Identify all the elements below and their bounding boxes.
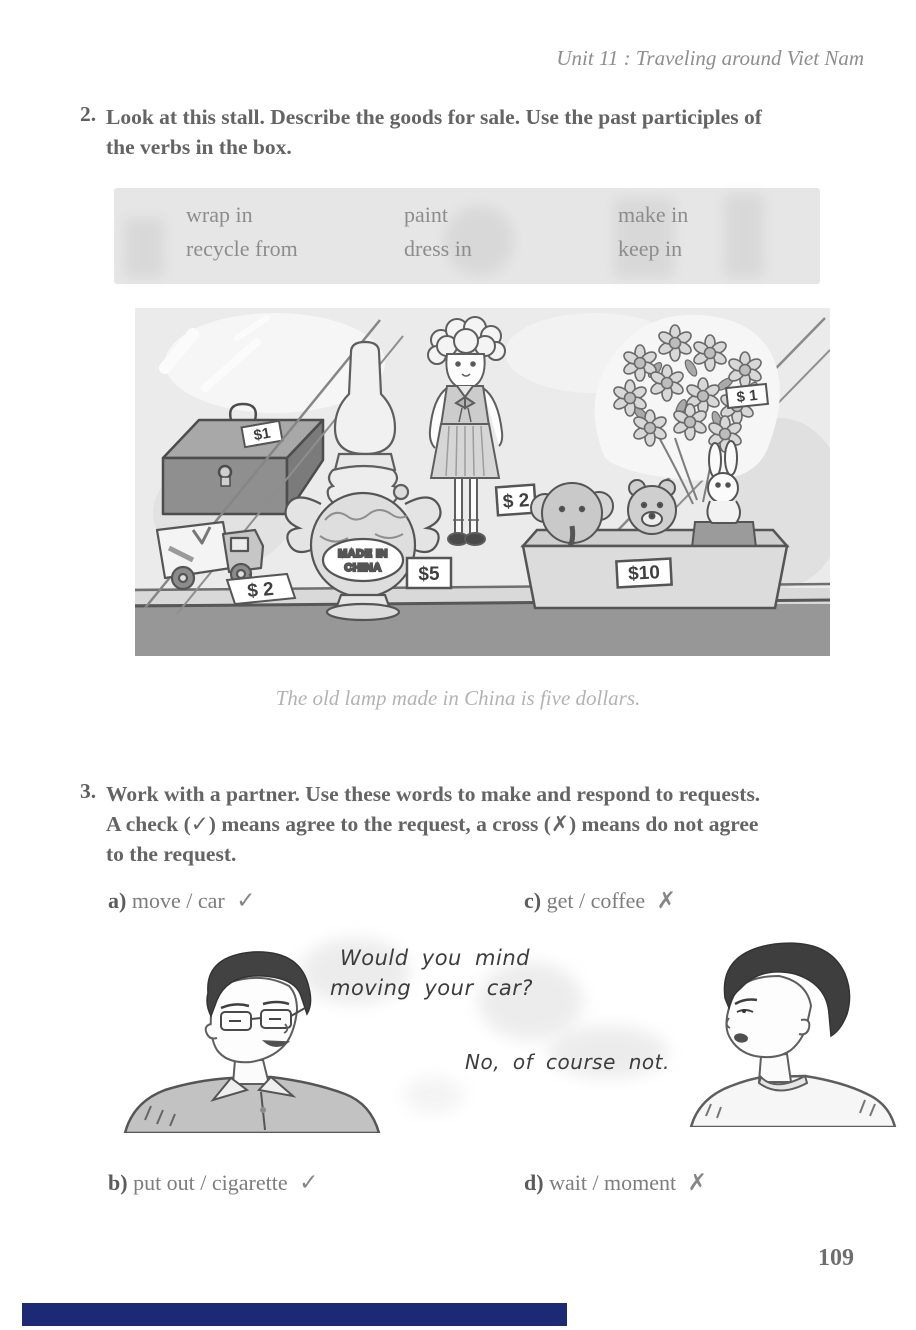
svg-text:$1: $1 xyxy=(252,424,272,445)
unit-header: Unit 11 : Traveling around Viet Nam xyxy=(556,46,864,70)
word-box-col1: wrap in xyxy=(186,202,253,227)
vase-label-line2: CHINA xyxy=(344,562,382,574)
word-box-col2b: dress in xyxy=(404,236,472,261)
exercise3-line2: A check (✓) means agree to the request, a cross (✗) means do not agree xyxy=(106,812,759,836)
price-tag-truck xyxy=(227,574,295,604)
request-speech-line2: moving your car? xyxy=(330,976,533,1000)
ghost-shape xyxy=(724,194,764,278)
ghost-shape xyxy=(124,218,164,278)
check-icon: ✓ xyxy=(236,888,256,914)
request-item-b: b) put out / cigarette ✓ xyxy=(108,1170,319,1196)
word-box-col1b: recycle from xyxy=(186,236,298,261)
word-box-col3b: keep in xyxy=(618,236,683,261)
svg-text:$ 1: $ 1 xyxy=(735,386,759,407)
request-item-a: a) move / car ✓ xyxy=(108,888,256,914)
footer-bar xyxy=(22,1303,567,1326)
stuffed-bear xyxy=(628,480,676,534)
price-tag-toys xyxy=(616,559,671,588)
speech-blob xyxy=(404,1076,464,1114)
example-caption: The old lamp made in China is five dollars. xyxy=(275,686,641,710)
exercise2-line1: Look at this stall. Describe the goods for sale. Use the past participles of xyxy=(106,105,762,129)
word-box-col2: paint xyxy=(404,202,448,227)
vase-label-line1: MADE IN xyxy=(338,548,388,560)
check-icon: ✓ xyxy=(299,1170,319,1196)
cross-icon: ✗ xyxy=(687,1170,707,1196)
request-item-c: c) get / coffee ✗ xyxy=(524,888,676,914)
word-box-col3: make in xyxy=(618,202,689,227)
verb-word-box xyxy=(114,188,820,284)
exercise3-number: 3. xyxy=(80,779,97,803)
price-tag-doll xyxy=(496,485,536,516)
exercise3-line1: Work with a partner. Use these words to make and respond to requests. xyxy=(106,782,761,806)
exercise3-line3: to the request. xyxy=(106,842,237,866)
page-number: 109 xyxy=(818,1245,854,1271)
price-tag-vase xyxy=(407,558,451,588)
price-tag-flowers xyxy=(726,384,768,408)
request-speech-line1: Would you mind xyxy=(340,946,530,970)
request-item-d: d) wait / moment ✗ xyxy=(524,1170,707,1196)
speech-blob xyxy=(478,962,583,1040)
exercise2-number: 2. xyxy=(80,102,97,126)
svg-text:$5: $5 xyxy=(418,564,440,585)
cross-icon: ✗ xyxy=(656,888,676,914)
stall-illustration xyxy=(135,308,830,656)
svg-text:$ 2: $ 2 xyxy=(502,490,531,513)
svg-text:$ 2: $ 2 xyxy=(246,578,275,603)
exercise3-instruction xyxy=(106,779,876,869)
svg-text:$10: $10 xyxy=(627,562,661,585)
exercise2-line2: the verbs in the box. xyxy=(106,135,292,159)
response-speech: No, of course not. xyxy=(465,1050,670,1074)
young-man-illustration xyxy=(683,932,903,1127)
exercise2-instruction xyxy=(106,102,866,162)
man-with-glasses-illustration xyxy=(113,938,393,1133)
